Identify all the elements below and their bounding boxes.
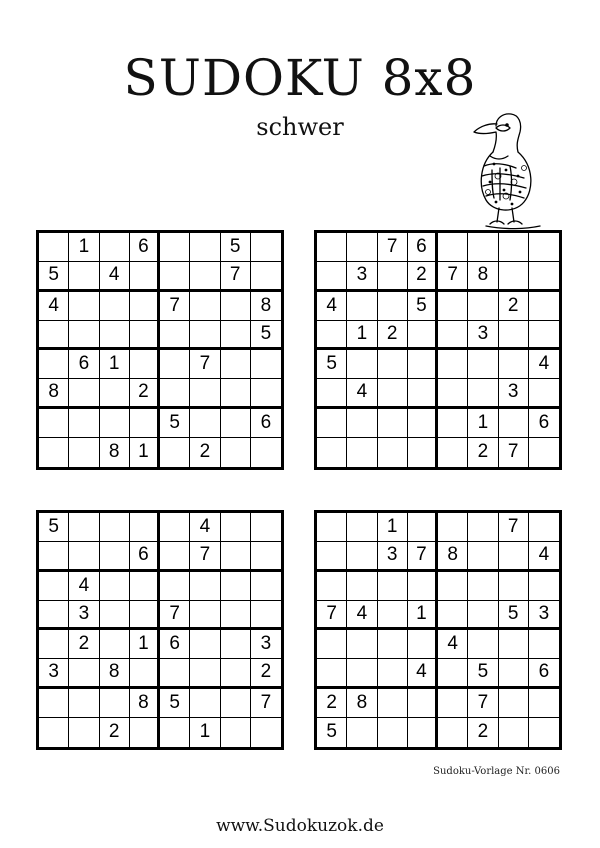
sudoku-cell[interactable]: 2 bbox=[499, 292, 529, 321]
sudoku-cell[interactable] bbox=[317, 513, 347, 542]
sudoku-cell[interactable] bbox=[378, 350, 408, 379]
sudoku-cell[interactable] bbox=[251, 718, 281, 747]
sudoku-cell[interactable] bbox=[317, 379, 347, 408]
sudoku-cell[interactable] bbox=[378, 718, 408, 747]
sudoku-cell[interactable]: 1 bbox=[468, 409, 498, 438]
sudoku-cell[interactable] bbox=[438, 601, 468, 630]
sudoku-cell[interactable] bbox=[317, 321, 347, 350]
sudoku-cell[interactable] bbox=[251, 542, 281, 571]
sudoku-cell[interactable]: 7 bbox=[408, 542, 438, 571]
sudoku-cell[interactable] bbox=[130, 601, 160, 630]
sudoku-cell[interactable] bbox=[39, 572, 69, 601]
sudoku-cell[interactable] bbox=[39, 233, 69, 262]
sudoku-cell[interactable] bbox=[221, 350, 251, 379]
sudoku-cell[interactable]: 5 bbox=[160, 409, 190, 438]
sudoku-cell[interactable] bbox=[408, 321, 438, 350]
sudoku-cell[interactable]: 3 bbox=[499, 379, 529, 408]
sudoku-cell[interactable] bbox=[347, 438, 377, 467]
sudoku-cell[interactable]: 3 bbox=[39, 659, 69, 688]
sudoku-cell[interactable] bbox=[347, 718, 377, 747]
sudoku-cell[interactable]: 8 bbox=[251, 292, 281, 321]
sudoku-cell[interactable] bbox=[468, 630, 498, 659]
sudoku-cell[interactable] bbox=[317, 630, 347, 659]
sudoku-cell[interactable] bbox=[378, 292, 408, 321]
sudoku-cell[interactable] bbox=[499, 689, 529, 718]
sudoku-cell[interactable] bbox=[468, 542, 498, 571]
sudoku-cell[interactable] bbox=[160, 233, 190, 262]
sudoku-cell[interactable] bbox=[499, 718, 529, 747]
sudoku-cell[interactable] bbox=[408, 409, 438, 438]
sudoku-cell[interactable] bbox=[221, 292, 251, 321]
sudoku-cell[interactable] bbox=[529, 233, 559, 262]
sudoku-cell[interactable] bbox=[347, 542, 377, 571]
sudoku-cell[interactable] bbox=[438, 689, 468, 718]
sudoku-cell[interactable]: 4 bbox=[190, 513, 220, 542]
sudoku-cell[interactable]: 7 bbox=[160, 292, 190, 321]
sudoku-cell[interactable] bbox=[39, 689, 69, 718]
sudoku-cell[interactable]: 4 bbox=[39, 292, 69, 321]
sudoku-cell[interactable] bbox=[221, 689, 251, 718]
sudoku-cell[interactable] bbox=[529, 572, 559, 601]
sudoku-cell[interactable] bbox=[221, 572, 251, 601]
sudoku-cell[interactable] bbox=[160, 438, 190, 467]
sudoku-cell[interactable] bbox=[438, 513, 468, 542]
sudoku-cell[interactable] bbox=[100, 292, 130, 321]
sudoku-cell[interactable]: 3 bbox=[468, 321, 498, 350]
sudoku-cell[interactable] bbox=[251, 601, 281, 630]
sudoku-cell[interactable] bbox=[69, 718, 99, 747]
sudoku-cell[interactable] bbox=[39, 409, 69, 438]
sudoku-cell[interactable]: 5 bbox=[160, 689, 190, 718]
sudoku-cell[interactable] bbox=[39, 630, 69, 659]
sudoku-cell[interactable] bbox=[347, 350, 377, 379]
sudoku-cell[interactable] bbox=[160, 542, 190, 571]
sudoku-cell[interactable] bbox=[100, 513, 130, 542]
sudoku-cell[interactable] bbox=[130, 409, 160, 438]
sudoku-cell[interactable] bbox=[221, 409, 251, 438]
sudoku-cell[interactable] bbox=[529, 689, 559, 718]
sudoku-cell[interactable] bbox=[499, 262, 529, 291]
sudoku-cell[interactable] bbox=[69, 689, 99, 718]
sudoku-cell[interactable]: 4 bbox=[317, 292, 347, 321]
sudoku-cell[interactable] bbox=[130, 292, 160, 321]
sudoku-cell[interactable] bbox=[160, 379, 190, 408]
sudoku-cell[interactable] bbox=[190, 409, 220, 438]
sudoku-cell[interactable] bbox=[100, 233, 130, 262]
sudoku-cell[interactable]: 1 bbox=[347, 321, 377, 350]
sudoku-cell[interactable]: 6 bbox=[251, 409, 281, 438]
sudoku-cell[interactable] bbox=[438, 572, 468, 601]
sudoku-cell[interactable]: 4 bbox=[529, 350, 559, 379]
sudoku-cell[interactable] bbox=[408, 630, 438, 659]
sudoku-cell[interactable] bbox=[317, 409, 347, 438]
sudoku-cell[interactable]: 3 bbox=[529, 601, 559, 630]
sudoku-cell[interactable] bbox=[221, 321, 251, 350]
sudoku-cell[interactable] bbox=[408, 689, 438, 718]
sudoku-cell[interactable] bbox=[251, 262, 281, 291]
sudoku-cell[interactable] bbox=[39, 718, 69, 747]
sudoku-cell[interactable] bbox=[438, 438, 468, 467]
sudoku-cell[interactable]: 8 bbox=[39, 379, 69, 408]
sudoku-cell[interactable] bbox=[438, 321, 468, 350]
sudoku-cell[interactable] bbox=[347, 630, 377, 659]
sudoku-cell[interactable] bbox=[438, 292, 468, 321]
sudoku-cell[interactable] bbox=[468, 601, 498, 630]
sudoku-cell[interactable]: 7 bbox=[251, 689, 281, 718]
sudoku-cell[interactable]: 4 bbox=[347, 601, 377, 630]
sudoku-cell[interactable]: 7 bbox=[190, 350, 220, 379]
sudoku-cell[interactable] bbox=[317, 572, 347, 601]
sudoku-cell[interactable] bbox=[100, 572, 130, 601]
sudoku-cell[interactable] bbox=[39, 542, 69, 571]
sudoku-cell[interactable] bbox=[39, 601, 69, 630]
sudoku-cell[interactable] bbox=[190, 233, 220, 262]
sudoku-cell[interactable] bbox=[378, 409, 408, 438]
sudoku-cell[interactable] bbox=[69, 379, 99, 408]
sudoku-cell[interactable] bbox=[160, 262, 190, 291]
sudoku-cell[interactable] bbox=[529, 718, 559, 747]
sudoku-cell[interactable]: 7 bbox=[190, 542, 220, 571]
sudoku-cell[interactable] bbox=[468, 350, 498, 379]
sudoku-cell[interactable] bbox=[347, 292, 377, 321]
sudoku-cell[interactable]: 8 bbox=[438, 542, 468, 571]
sudoku-cell[interactable] bbox=[499, 542, 529, 571]
sudoku-cell[interactable]: 5 bbox=[408, 292, 438, 321]
sudoku-cell[interactable] bbox=[378, 572, 408, 601]
sudoku-cell[interactable]: 5 bbox=[499, 601, 529, 630]
sudoku-cell[interactable]: 4 bbox=[408, 659, 438, 688]
sudoku-cell[interactable] bbox=[100, 409, 130, 438]
sudoku-cell[interactable] bbox=[190, 262, 220, 291]
sudoku-cell[interactable] bbox=[160, 718, 190, 747]
sudoku-cell[interactable]: 2 bbox=[190, 438, 220, 467]
sudoku-cell[interactable]: 8 bbox=[468, 262, 498, 291]
sudoku-cell[interactable] bbox=[190, 659, 220, 688]
sudoku-cell[interactable] bbox=[130, 572, 160, 601]
sudoku-cell[interactable] bbox=[468, 233, 498, 262]
sudoku-cell[interactable]: 8 bbox=[347, 689, 377, 718]
sudoku-cell[interactable] bbox=[499, 572, 529, 601]
sudoku-cell[interactable]: 6 bbox=[160, 630, 190, 659]
sudoku-cell[interactable] bbox=[499, 321, 529, 350]
sudoku-cell[interactable]: 2 bbox=[378, 321, 408, 350]
sudoku-cell[interactable]: 2 bbox=[468, 438, 498, 467]
sudoku-cell[interactable]: 1 bbox=[408, 601, 438, 630]
sudoku-cell[interactable] bbox=[69, 659, 99, 688]
sudoku-cell[interactable] bbox=[100, 630, 130, 659]
sudoku-cell[interactable]: 7 bbox=[160, 601, 190, 630]
sudoku-cell[interactable] bbox=[160, 321, 190, 350]
sudoku-cell[interactable] bbox=[100, 689, 130, 718]
sudoku-puzzle-2 bbox=[314, 230, 562, 470]
sudoku-cell[interactable]: 4 bbox=[100, 262, 130, 291]
sudoku-cell[interactable]: 5 bbox=[39, 513, 69, 542]
sudoku-cell[interactable] bbox=[408, 513, 438, 542]
sudoku-cell[interactable] bbox=[408, 379, 438, 408]
sudoku-cell[interactable]: 8 bbox=[100, 438, 130, 467]
sudoku-cell[interactable]: 1 bbox=[378, 513, 408, 542]
sudoku-cell[interactable] bbox=[160, 659, 190, 688]
sudoku-cell[interactable]: 8 bbox=[130, 689, 160, 718]
sudoku-cell[interactable] bbox=[69, 542, 99, 571]
sudoku-puzzle-3 bbox=[36, 510, 284, 750]
sudoku-cell[interactable] bbox=[100, 321, 130, 350]
sudoku-cell[interactable] bbox=[190, 630, 220, 659]
sudoku-cell[interactable] bbox=[190, 689, 220, 718]
sudoku-cell[interactable] bbox=[438, 350, 468, 379]
sudoku-cell[interactable]: 6 bbox=[529, 409, 559, 438]
sudoku-cell[interactable] bbox=[69, 262, 99, 291]
sudoku-cell[interactable] bbox=[69, 409, 99, 438]
sudoku-cell[interactable] bbox=[130, 513, 160, 542]
sudoku-cell[interactable] bbox=[529, 292, 559, 321]
sudoku-cell[interactable] bbox=[317, 438, 347, 467]
sudoku-cell[interactable] bbox=[499, 630, 529, 659]
sudoku-cell[interactable] bbox=[130, 659, 160, 688]
sudoku-cell[interactable]: 3 bbox=[251, 630, 281, 659]
sudoku-cell[interactable] bbox=[221, 513, 251, 542]
sudoku-cell[interactable]: 5 bbox=[317, 718, 347, 747]
sudoku-cell[interactable] bbox=[468, 513, 498, 542]
sudoku-cell[interactable] bbox=[378, 438, 408, 467]
sudoku-cell[interactable]: 4 bbox=[347, 379, 377, 408]
sudoku-puzzle-4 bbox=[314, 510, 562, 750]
sudoku-cell[interactable] bbox=[190, 321, 220, 350]
sudoku-cell[interactable]: 7 bbox=[468, 689, 498, 718]
sudoku-cell[interactable] bbox=[130, 718, 160, 747]
sudoku-cell[interactable] bbox=[529, 321, 559, 350]
sudoku-cell[interactable] bbox=[190, 601, 220, 630]
sudoku-cell[interactable]: 2 bbox=[317, 689, 347, 718]
sudoku-cell[interactable] bbox=[408, 572, 438, 601]
sudoku-cell[interactable] bbox=[221, 379, 251, 408]
sudoku-cell[interactable] bbox=[347, 409, 377, 438]
sudoku-cell[interactable] bbox=[468, 572, 498, 601]
sudoku-cell[interactable] bbox=[408, 438, 438, 467]
sudoku-cell[interactable] bbox=[39, 438, 69, 467]
sudoku-cell[interactable] bbox=[438, 379, 468, 408]
sudoku-cell[interactable]: 1 bbox=[190, 718, 220, 747]
sudoku-cell[interactable] bbox=[529, 513, 559, 542]
sudoku-cell[interactable] bbox=[378, 659, 408, 688]
sudoku-cell[interactable] bbox=[251, 438, 281, 467]
sudoku-cell[interactable] bbox=[69, 438, 99, 467]
sudoku-cell[interactable]: 6 bbox=[529, 659, 559, 688]
sudoku-cell[interactable]: 6 bbox=[69, 350, 99, 379]
sudoku-cell[interactable]: 1 bbox=[69, 233, 99, 262]
sudoku-cell[interactable] bbox=[251, 513, 281, 542]
sudoku-cell[interactable]: 2 bbox=[100, 718, 130, 747]
sudoku-cell[interactable] bbox=[190, 379, 220, 408]
sudoku-cell[interactable]: 7 bbox=[438, 262, 468, 291]
sudoku-cell[interactable] bbox=[251, 379, 281, 408]
sudoku-cell[interactable]: 5 bbox=[221, 233, 251, 262]
sudoku-cell[interactable] bbox=[438, 233, 468, 262]
sudoku-cell[interactable] bbox=[317, 262, 347, 291]
sudoku-cell[interactable] bbox=[130, 321, 160, 350]
sudoku-cell[interactable]: 5 bbox=[251, 321, 281, 350]
sudoku-puzzle-1 bbox=[36, 230, 284, 470]
sudoku-cell[interactable]: 7 bbox=[499, 438, 529, 467]
sudoku-cell[interactable] bbox=[378, 630, 408, 659]
sudoku-cell[interactable]: 3 bbox=[347, 262, 377, 291]
sudoku-cell[interactable]: 5 bbox=[468, 659, 498, 688]
sudoku-cell[interactable]: 1 bbox=[100, 350, 130, 379]
sudoku-cell[interactable] bbox=[499, 659, 529, 688]
sudoku-cell[interactable] bbox=[69, 292, 99, 321]
sudoku-cell[interactable] bbox=[317, 233, 347, 262]
sudoku-cell[interactable] bbox=[378, 601, 408, 630]
sudoku-cell[interactable] bbox=[317, 659, 347, 688]
sudoku-cell[interactable] bbox=[529, 630, 559, 659]
sudoku-cell[interactable]: 6 bbox=[130, 542, 160, 571]
sudoku-cell[interactable]: 2 bbox=[408, 262, 438, 291]
sudoku-cell[interactable]: 1 bbox=[130, 630, 160, 659]
sudoku-cell[interactable] bbox=[378, 379, 408, 408]
sudoku-cell[interactable] bbox=[317, 542, 347, 571]
sudoku-cell[interactable] bbox=[378, 689, 408, 718]
sudoku-cell[interactable]: 2 bbox=[69, 630, 99, 659]
sudoku-cell[interactable]: 2 bbox=[251, 659, 281, 688]
sudoku-cell[interactable] bbox=[347, 659, 377, 688]
sudoku-cell[interactable]: 4 bbox=[529, 542, 559, 571]
sudoku-cell[interactable] bbox=[221, 659, 251, 688]
sudoku-cell[interactable] bbox=[529, 262, 559, 291]
duck-illustration bbox=[466, 106, 544, 234]
sudoku-cell[interactable] bbox=[251, 350, 281, 379]
sudoku-cell[interactable]: 7 bbox=[499, 513, 529, 542]
sudoku-cell[interactable] bbox=[347, 233, 377, 262]
sudoku-cell[interactable] bbox=[160, 350, 190, 379]
sudoku-cell[interactable] bbox=[499, 350, 529, 379]
sudoku-cell[interactable]: 7 bbox=[317, 601, 347, 630]
sudoku-cell[interactable]: 7 bbox=[378, 233, 408, 262]
sudoku-cell[interactable] bbox=[438, 409, 468, 438]
sudoku-cell[interactable] bbox=[529, 438, 559, 467]
sudoku-cell[interactable] bbox=[100, 601, 130, 630]
sudoku-cell[interactable]: 6 bbox=[408, 233, 438, 262]
sudoku-cell[interactable] bbox=[408, 350, 438, 379]
sudoku-cell[interactable] bbox=[468, 379, 498, 408]
page-title: SUDOKU 8x8 bbox=[123, 49, 477, 107]
sudoku-cell[interactable] bbox=[499, 233, 529, 262]
sudoku-cell[interactable]: 2 bbox=[130, 379, 160, 408]
sudoku-cell[interactable]: 1 bbox=[130, 438, 160, 467]
website-url: www.Sudokuzok.de bbox=[216, 816, 384, 836]
sudoku-cell[interactable] bbox=[100, 542, 130, 571]
sudoku-cell[interactable]: 4 bbox=[438, 630, 468, 659]
sudoku-cell[interactable] bbox=[190, 572, 220, 601]
sudoku-cell[interactable] bbox=[221, 718, 251, 747]
sudoku-cell[interactable] bbox=[39, 321, 69, 350]
sudoku-cell[interactable] bbox=[499, 409, 529, 438]
sudoku-cell[interactable] bbox=[69, 321, 99, 350]
sudoku-cell[interactable] bbox=[468, 292, 498, 321]
sudoku-cell[interactable] bbox=[529, 379, 559, 408]
sudoku-cell[interactable]: 3 bbox=[69, 601, 99, 630]
sudoku-cell[interactable] bbox=[100, 379, 130, 408]
sudoku-cell[interactable] bbox=[438, 718, 468, 747]
sudoku-cell[interactable] bbox=[347, 513, 377, 542]
sudoku-cell[interactable] bbox=[221, 601, 251, 630]
sudoku-cell[interactable]: 5 bbox=[317, 350, 347, 379]
sudoku-cell[interactable]: 5 bbox=[39, 262, 69, 291]
sudoku-cell[interactable]: 6 bbox=[130, 233, 160, 262]
sudoku-cell[interactable] bbox=[251, 572, 281, 601]
sudoku-cell[interactable] bbox=[190, 292, 220, 321]
sudoku-cell[interactable] bbox=[130, 262, 160, 291]
sudoku-cell[interactable] bbox=[221, 542, 251, 571]
sudoku-cell[interactable]: 8 bbox=[100, 659, 130, 688]
sudoku-cell[interactable]: 7 bbox=[221, 262, 251, 291]
sudoku-cell[interactable]: 2 bbox=[468, 718, 498, 747]
page-subtitle: schwer bbox=[256, 113, 344, 141]
sudoku-cell[interactable] bbox=[347, 572, 377, 601]
sudoku-cell[interactable] bbox=[221, 438, 251, 467]
sudoku-cell[interactable]: 4 bbox=[69, 572, 99, 601]
sudoku-cell[interactable] bbox=[251, 233, 281, 262]
sudoku-cell[interactable] bbox=[39, 350, 69, 379]
sudoku-cell[interactable] bbox=[408, 718, 438, 747]
sudoku-cell[interactable] bbox=[160, 572, 190, 601]
sudoku-cell[interactable]: 3 bbox=[378, 542, 408, 571]
sudoku-cell[interactable] bbox=[160, 513, 190, 542]
sudoku-cell[interactable] bbox=[438, 659, 468, 688]
sudoku-cell[interactable] bbox=[130, 350, 160, 379]
sudoku-cell[interactable] bbox=[378, 262, 408, 291]
sudoku-cell[interactable] bbox=[221, 630, 251, 659]
template-number-label: Sudoku-Vorlage Nr. 0606 bbox=[433, 766, 560, 777]
sudoku-cell[interactable] bbox=[69, 513, 99, 542]
